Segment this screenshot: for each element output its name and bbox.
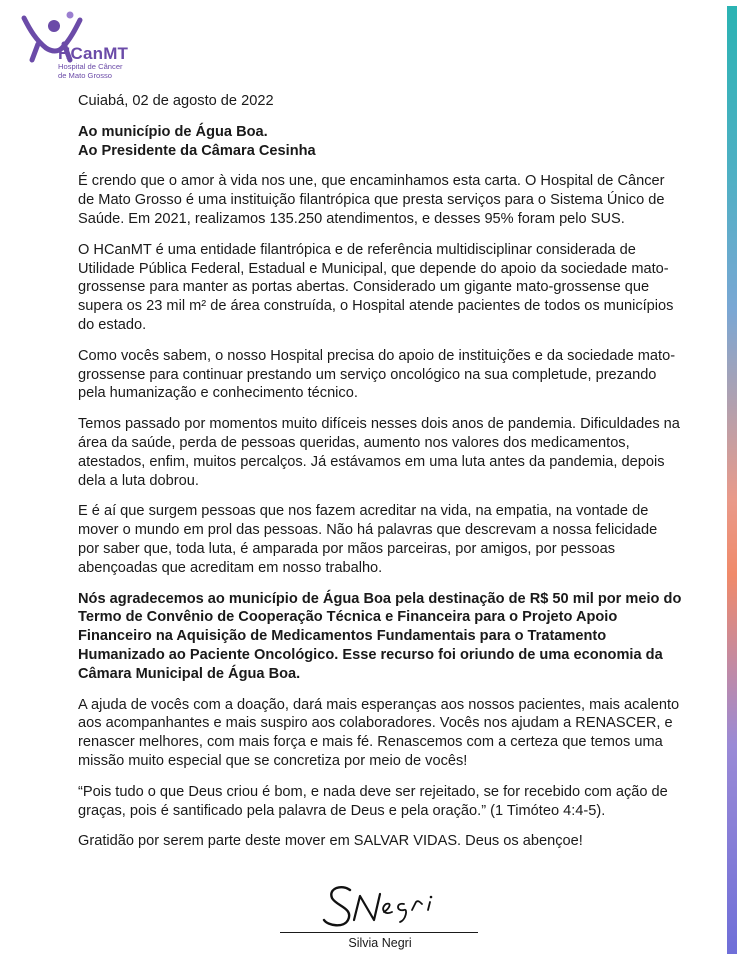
paragraph-5: E é aí que surgem pessoas que nos fazem acreditar na vida, na empatia, na vontade de mover o mundo em prol das pessoas. Não há palavras que descrevam a nossa felicidade por saber que, toda luta, é amparada por mãos parceiras, por amigos, por pessoas abençoadas que acreditam em nosso trabalho. (78, 503, 658, 576)
paragraph-8-quote: “Pois tudo o que Deus criou é bom, e nada deve ser rejeitado, se for recebido com ação de graças, pois é santificado pela palavra de Deus e pela oração.” (1 Timóteo 4:4-5). (78, 783, 668, 819)
letter-body (78, 92, 682, 863)
handwritten-signature (320, 880, 440, 932)
recipient-line1: Ao município de Água Boa. (78, 123, 268, 140)
recipient-line2: Ao Presidente da Câmara Cesinha (78, 142, 316, 159)
paragraph-6-bold: Nós agradecemos ao município de Água Boa pela destinação de R$ 50 mil por meio do Termo de Convênio de Cooperação Técnica e Financeira para o Projeto Apoio Financeiro na Aquisição de Medicamentos Fundamentais para o Tratamento Humanizado ao Paciente Oncológico. Esse recurso foi oriundo de uma economia da Câmara Municipal de Água Boa. (78, 590, 682, 682)
letter-recipient (78, 123, 682, 161)
logo-subtitle-line2: de Mato Grosso (58, 70, 113, 80)
signer-name: Silvia Negri (348, 936, 412, 950)
paragraph-2: O HCanMT é uma entidade filantrópica e de referência multidisciplinar considerada de Utilidade Pública Federal, Estadual e Municipal, que depende do apoio da sociedade mato-grossense para manter as portas abertas. Considerado um gigante mato-grossense que supera os 23 mil m² de área construída, o Hospital atende pacientes de todos os municípios do estado. (78, 241, 674, 333)
paragraph-3: Como vocês sabem, o nosso Hospital precisa do apoio de instituições e da sociedade mato-grossense para continuar prestando um serviço oncológico na sua completude, prezando pela humanização e conhecimento técnico. (78, 347, 676, 402)
paragraph-7: A ajuda de vocês com a doação, dará mais esperanças aos nossos pacientes, mais acalento aos acompanhantes e mais suspiro aos colaboradores. Vocês nos ajudam a RENASCER, e renascer melhores, com mais força e mais fé. Renascemos com a certeza que temos uma missão muito especial que se concretiza por meio de vocês! (78, 696, 680, 769)
hcanmt-logo (18, 8, 168, 80)
logo-name: HCanMT (58, 44, 129, 63)
paragraph-1: É crendo que o amor à vida nos une, que encaminhamos esta carta. O Hospital de Câncer de Mato Grosso é uma instituição filantrópica que presta serviços para o Sistema Único de Saúde. Em 2021, realizamos 135.250 atendimentos, e desses 95% foram pelo SUS. (78, 173, 665, 227)
signature-block (280, 880, 480, 950)
signature-line (280, 932, 478, 933)
letter-date: Cuiabá, 02 de agosto de 2022 (78, 93, 274, 109)
decorative-side-bar (727, 6, 737, 954)
paragraph-9: Gratidão por serem parte deste mover em SALVAR VIDAS. Deus os abençoe! (78, 833, 583, 850)
logo-subtitle-line1: Hospital de Câncer (58, 62, 123, 71)
logo-subtitle (58, 63, 158, 80)
paragraph-4: Temos passado por momentos muito difíceis nesses dois anos de pandemia. Dificuldades na área da saúde, perda de pessoas queridas, aumento nos valores dos medicamentos, atestados, enfim, muitos percalços. Já estávamos em uma luta antes da pandemia, depois dela a luta dobrou. (78, 416, 680, 489)
